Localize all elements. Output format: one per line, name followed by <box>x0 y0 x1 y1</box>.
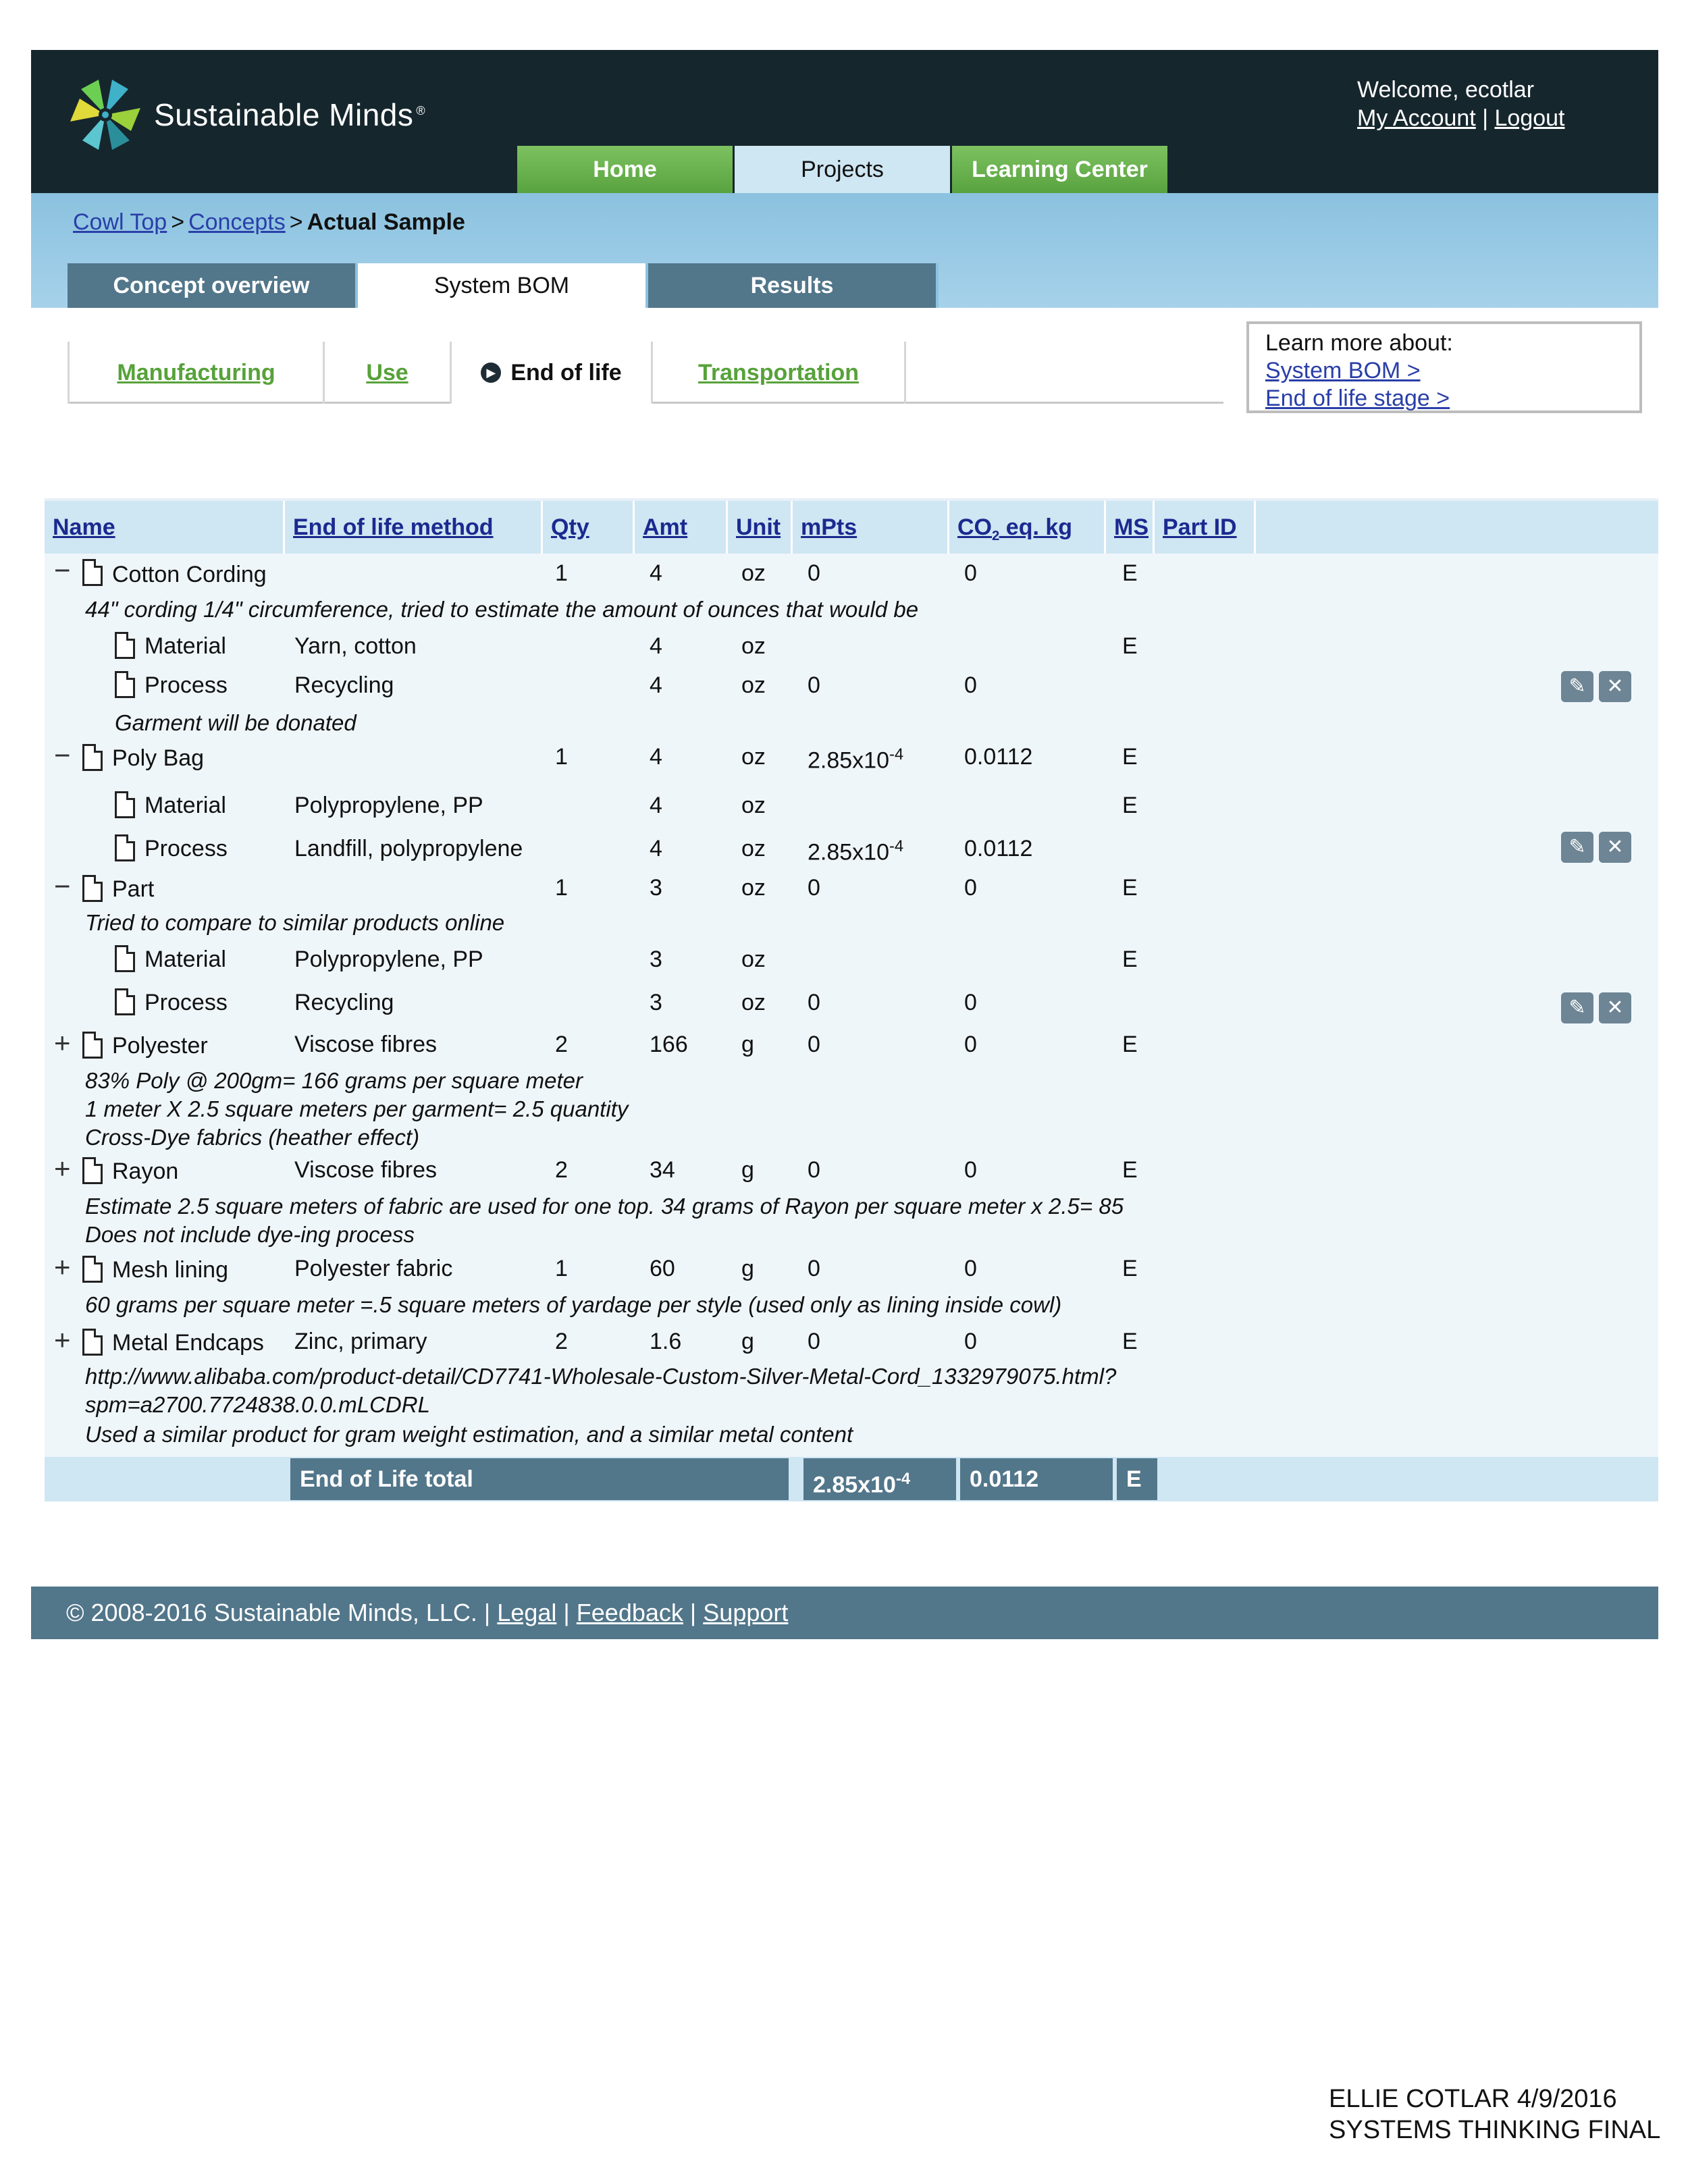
my-account-link[interactable]: My Account <box>1357 105 1476 131</box>
breadcrumb-separator: > <box>289 209 303 235</box>
row-note: 60 grams per square meter =.5 square meters of yardage per style (used only as lining inside cowl) <box>85 1292 1062 1317</box>
breadcrumb-current: Actual Sample <box>307 209 465 235</box>
row-method: Recycling <box>294 990 394 1015</box>
table-body <box>45 554 1658 1458</box>
footer-link-feedback[interactable]: Feedback <box>576 1599 683 1626</box>
collapse-toggle[interactable]: − <box>54 554 71 586</box>
edit-pencil-icon[interactable]: ✎ <box>1561 671 1593 702</box>
row-name[interactable]: Material <box>144 633 226 659</box>
row-note: Estimate 2.5 square meters of fabric are used for one top. 34 grams of Rayon per square meter x 2.5= 85 <box>85 1194 1124 1219</box>
row-unit: oz <box>741 560 766 586</box>
col-part-id[interactable]: Part ID <box>1155 501 1256 554</box>
user-box <box>1357 76 1565 132</box>
tab-results[interactable]: Results <box>648 263 939 308</box>
lifecycle-stage-tabs <box>68 342 1223 404</box>
row-unit: oz <box>741 793 766 818</box>
row-unit: g <box>741 1157 754 1183</box>
delete-x-icon[interactable]: ✕ <box>1599 671 1631 702</box>
breadcrumb-concepts[interactable]: Concepts <box>188 209 286 235</box>
row-note: Tried to compare to similar products online <box>85 910 505 935</box>
row-note: 83% Poly @ 200gm= 166 grams per square meter <box>85 1068 583 1093</box>
row-amt: 60 <box>650 1256 675 1281</box>
nav-tab-learning-center[interactable]: Learning Center <box>952 146 1169 193</box>
main-nav <box>517 146 1169 193</box>
row-amt: 3 <box>650 947 662 972</box>
row-mpts: $2.85x10^{-4}$ <box>808 837 904 865</box>
row-method: Zinc, primary <box>294 1329 427 1354</box>
row-qty: 2 <box>555 1032 568 1057</box>
col-qty[interactable]: Qty <box>543 501 635 554</box>
document-icon <box>115 834 135 861</box>
row-amt: 166 <box>650 1032 688 1057</box>
stage-tab-manufacturing[interactable] <box>68 342 323 404</box>
row-qty: 1 <box>555 744 568 770</box>
total-co2: 0.0112 <box>960 1458 1113 1500</box>
row-amt: 4 <box>650 836 662 861</box>
row-name[interactable]: Process <box>144 990 228 1015</box>
breadcrumb-cowl-top[interactable]: Cowl Top <box>73 209 167 235</box>
document-icon <box>82 1157 103 1184</box>
app-window <box>31 50 1658 497</box>
row-unit: g <box>741 1256 754 1281</box>
signature-line: SYSTEMS THINKING FINAL <box>1329 2116 1661 2144</box>
expand-toggle[interactable]: + <box>54 1027 71 1059</box>
footer-separator: | <box>563 1599 570 1626</box>
row-unit: oz <box>741 633 766 659</box>
row-note: Garment will be donated <box>115 710 357 735</box>
row-amt: 1.6 <box>650 1329 682 1354</box>
row-method: Polyester fabric <box>294 1256 453 1281</box>
row-name[interactable]: Process <box>144 836 228 861</box>
row-ms: E <box>1122 1157 1138 1183</box>
row-name[interactable]: Metal Endcaps <box>112 1330 264 1356</box>
row-co2: 0 <box>964 1329 977 1354</box>
row-method: Recycling <box>294 672 394 698</box>
row-unit: oz <box>741 836 766 861</box>
context-band <box>31 193 1658 308</box>
row-qty: 2 <box>555 1329 568 1354</box>
row-unit: oz <box>741 744 766 770</box>
row-co2: 0 <box>964 1256 977 1281</box>
row-ms: E <box>1122 793 1138 818</box>
col-ms[interactable]: MS <box>1106 501 1155 554</box>
stage-label-end-of-life: End of life <box>510 359 622 385</box>
stage-tab-transportation[interactable] <box>651 342 906 404</box>
row-mpts: 0 <box>808 1329 820 1354</box>
col-mpts[interactable]: mPts <box>793 501 949 554</box>
footer-link-legal[interactable]: Legal <box>497 1599 557 1626</box>
table-header <box>45 498 1658 554</box>
row-name[interactable]: Material <box>144 793 226 818</box>
document-icon <box>82 1032 103 1059</box>
row-method: Yarn, cotton <box>294 633 417 659</box>
col-end-of-life-method[interactable]: End of life method <box>285 501 543 554</box>
row-name[interactable]: Part <box>112 876 155 902</box>
row-note: 44" cording 1/4" circumference, tried to estimate the amount of ounces that would be <box>85 597 919 622</box>
learn-more-box <box>1246 321 1642 413</box>
row-qty: 2 <box>555 1157 568 1183</box>
row-amt: 4 <box>650 744 662 770</box>
row-mpts: 0 <box>808 1032 820 1057</box>
delete-x-icon[interactable]: ✕ <box>1599 992 1631 1023</box>
row-amt: 3 <box>650 875 662 901</box>
delete-x-icon[interactable]: ✕ <box>1599 832 1631 863</box>
row-qty: 1 <box>555 1256 568 1281</box>
lifecycle-stage-area <box>31 308 1658 497</box>
document-icon <box>115 988 135 1015</box>
expand-toggle[interactable]: + <box>54 1251 71 1283</box>
row-note: http://www.alibaba.com/product-detail/CD7741-Wholesale-Custom-Silver-Metal-Cord_1332979075.html? <box>85 1364 1117 1389</box>
document-icon <box>115 791 135 818</box>
stage-link-transportation[interactable]: Transportation <box>697 359 860 385</box>
link-separator: | <box>1482 105 1489 131</box>
brand-logo[interactable] <box>65 74 425 155</box>
row-co2: 0.0112 <box>964 744 1033 770</box>
document-icon <box>115 671 135 698</box>
row-mpts: 0 <box>808 560 820 586</box>
pinwheel-logo-icon <box>65 74 146 155</box>
expand-toggle[interactable]: + <box>54 1324 71 1356</box>
row-ms: E <box>1122 947 1138 972</box>
row-qty: 1 <box>555 560 568 586</box>
row-amt: 4 <box>650 560 662 586</box>
document-icon <box>82 1256 103 1283</box>
tab-concept-overview[interactable]: Concept overview <box>68 263 358 308</box>
document-icon <box>115 945 135 972</box>
document-icon <box>82 744 103 771</box>
nav-tab-projects[interactable]: Projects <box>735 146 952 193</box>
signature-line: ELLIE COTLAR 4/9/2016 <box>1329 2085 1617 2113</box>
total-label: End of Life total <box>290 1458 789 1500</box>
breadcrumb <box>73 209 465 236</box>
row-ms: E <box>1122 1032 1138 1057</box>
row-mpts: 0 <box>808 875 820 901</box>
footer-separator: | <box>689 1599 697 1626</box>
collapse-toggle[interactable]: − <box>54 870 71 902</box>
row-co2: 0 <box>964 672 977 698</box>
nav-tab-home[interactable]: Home <box>517 146 735 193</box>
row-name[interactable]: Process <box>144 672 228 698</box>
col-unit[interactable]: Unit <box>728 501 793 554</box>
row-method: Polypropylene, PP <box>294 793 483 818</box>
row-mpts: 0 <box>808 990 820 1015</box>
row-ms: E <box>1122 1329 1138 1354</box>
row-amt: 4 <box>650 793 662 818</box>
collapse-toggle[interactable]: − <box>54 739 71 771</box>
row-mpts: $2.85x10^{-4}$ <box>808 745 904 774</box>
edit-pencil-icon[interactable]: ✎ <box>1561 832 1593 863</box>
expand-toggle[interactable]: + <box>54 1152 71 1184</box>
total-ms: E <box>1117 1458 1157 1500</box>
row-unit: oz <box>741 672 766 698</box>
row-name[interactable]: Rayon <box>112 1158 179 1184</box>
row-note: 1 meter X 2.5 square meters per garment= 2.5 quantity <box>85 1096 629 1121</box>
row-amt: 4 <box>650 633 662 659</box>
row-ms: E <box>1122 560 1138 586</box>
footer <box>31 1587 1658 1639</box>
row-unit: oz <box>741 990 766 1015</box>
row-name[interactable]: Cotton Cording <box>112 562 267 587</box>
row-name[interactable]: Poly Bag <box>112 745 205 771</box>
copyright-text: © 2008-2016 Sustainable Minds, LLC. <box>66 1599 477 1626</box>
row-ms: E <box>1122 1256 1138 1281</box>
row-co2: 0 <box>964 875 977 901</box>
row-method: Polypropylene, PP <box>294 947 483 972</box>
logout-link[interactable]: Logout <box>1494 105 1565 131</box>
row-unit: oz <box>741 875 766 901</box>
row-note: Does not include dye-ing process <box>85 1222 415 1247</box>
col-name[interactable]: Name <box>45 501 285 554</box>
edit-pencil-icon[interactable]: ✎ <box>1561 992 1593 1023</box>
row-name[interactable]: Polyester <box>112 1033 208 1059</box>
row-method: Viscose fibres <box>294 1157 438 1183</box>
brand-name: Sustainable Minds ® <box>154 97 426 132</box>
row-co2: 0 <box>964 990 977 1015</box>
col-amt[interactable]: Amt <box>635 501 728 554</box>
row-co2: 0 <box>964 1032 977 1057</box>
concept-tabs <box>68 263 939 308</box>
row-unit: g <box>741 1329 754 1354</box>
learn-end-of-life-link[interactable]: End of life stage > <box>1265 385 1450 411</box>
document-icon <box>82 875 103 902</box>
row-mpts: 0 <box>808 1157 820 1183</box>
stage-link-manufacturing[interactable]: Manufacturing <box>117 359 275 385</box>
row-method: Viscose fibres <box>294 1032 438 1057</box>
col-co2[interactable]: $CO_2$ eq. kg <box>949 501 1106 554</box>
row-note: Used a similar product for gram weight estimation, and a similar metal content <box>85 1422 853 1447</box>
footer-separator: | <box>483 1599 491 1626</box>
author-signature <box>1329 2083 1660 2146</box>
bom-table <box>45 498 1658 1498</box>
breadcrumb-separator: > <box>171 209 185 235</box>
row-unit: g <box>741 1032 754 1057</box>
end-of-life-total-row <box>45 1457 1658 1501</box>
document-icon <box>82 559 103 586</box>
row-name[interactable]: Material <box>144 947 226 972</box>
row-ms: E <box>1122 875 1138 901</box>
row-co2: 0 <box>964 1157 977 1183</box>
stage-link-use[interactable]: Use <box>366 359 408 385</box>
learn-system-bom-link[interactable]: System BOM > <box>1265 358 1421 383</box>
row-mpts: 0 <box>808 672 820 698</box>
learn-more-title: Learn more about: <box>1265 330 1453 356</box>
row-amt: 4 <box>650 672 662 698</box>
row-method: Landfill, polypropylene <box>294 836 523 861</box>
row-mpts: 0 <box>808 1256 820 1281</box>
row-note: spm=a2700.7724838.0.0.mLCDRL <box>85 1392 430 1417</box>
row-unit: oz <box>741 947 766 972</box>
row-name[interactable]: Mesh lining <box>112 1257 228 1283</box>
document-icon <box>115 632 135 659</box>
document-icon <box>82 1329 103 1356</box>
row-ms: E <box>1122 744 1138 770</box>
welcome-text: Welcome, ecotlar <box>1357 77 1535 103</box>
stage-tab-use[interactable] <box>323 342 450 404</box>
row-note: Cross-Dye fabrics (heather effect) <box>85 1125 420 1150</box>
play-bullet-icon: ▶ <box>481 363 501 383</box>
row-amt: 34 <box>650 1157 675 1183</box>
stage-tab-end-of-life[interactable] <box>450 342 651 404</box>
row-co2: 0.0112 <box>964 836 1033 861</box>
tab-system-bom[interactable]: System BOM <box>358 263 648 308</box>
top-header <box>31 50 1658 193</box>
row-qty: 1 <box>555 875 568 901</box>
row-amt: 3 <box>650 990 662 1015</box>
row-co2: 0 <box>964 560 977 586</box>
row-ms: E <box>1122 633 1138 659</box>
total-mpts: $2.85x10^{-4}$ <box>803 1458 956 1500</box>
footer-link-support[interactable]: Support <box>703 1599 789 1626</box>
